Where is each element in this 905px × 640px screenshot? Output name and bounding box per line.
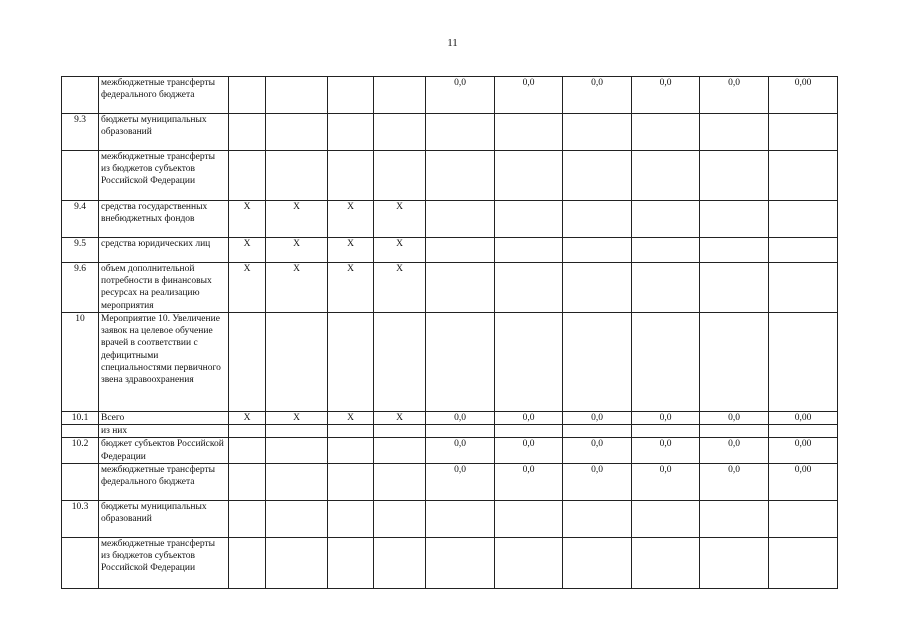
value-cell: [632, 537, 700, 588]
code-cell: [266, 500, 328, 537]
value-cell: [426, 537, 495, 588]
value-cell: [769, 238, 838, 263]
value-cell: [769, 151, 838, 201]
value-cell: [632, 500, 700, 537]
value-cell: 0,0: [563, 77, 632, 114]
value-cell: [426, 313, 495, 412]
value-cell: 0,00: [769, 412, 838, 425]
row-label: Мероприятие 10. Увеличение заявок на целевое обучение врачей в соответствии с дефицитными специальностями первичного звена здравоохранения: [99, 313, 229, 412]
code-cell: [328, 537, 374, 588]
code-cell: [328, 313, 374, 412]
row-number: 10.2: [62, 438, 99, 463]
table-row: [62, 77, 838, 114]
code-cell: X: [266, 238, 328, 263]
value-cell: [769, 537, 838, 588]
value-cell: 0,0: [700, 463, 769, 500]
value-cell: 0,0: [632, 463, 700, 500]
value-cell: [495, 425, 563, 438]
row-number: [62, 151, 99, 201]
row-number: 10: [62, 313, 99, 412]
value-cell: 0,0: [426, 438, 495, 463]
code-cell: [374, 463, 426, 500]
table-row: [62, 438, 838, 463]
value-cell: 0,0: [426, 77, 495, 114]
code-cell: X: [328, 263, 374, 313]
page-number: 11: [447, 37, 458, 49]
value-cell: [769, 313, 838, 412]
code-cell: [266, 77, 328, 114]
table-row: [62, 114, 838, 151]
value-cell: [495, 537, 563, 588]
value-cell: 0,0: [495, 412, 563, 425]
code-cell: [229, 77, 266, 114]
code-cell: [328, 463, 374, 500]
table-row: [62, 263, 838, 313]
row-label: межбюджетные трансферты федерального бюджета: [99, 463, 229, 500]
value-cell: 0,0: [700, 438, 769, 463]
code-cell: [374, 500, 426, 537]
code-cell: X: [266, 201, 328, 238]
code-cell: [229, 463, 266, 500]
code-cell: [229, 313, 266, 412]
value-cell: [563, 500, 632, 537]
row-number: 9.4: [62, 201, 99, 238]
row-label: Всего: [99, 412, 229, 425]
value-cell: [426, 114, 495, 151]
code-cell: [266, 313, 328, 412]
code-cell: [229, 537, 266, 588]
value-cell: [769, 500, 838, 537]
row-number: [62, 463, 99, 500]
row-number: [62, 77, 99, 114]
code-cell: [374, 537, 426, 588]
code-cell: X: [374, 201, 426, 238]
value-cell: [632, 238, 700, 263]
code-cell: [328, 77, 374, 114]
value-cell: [700, 238, 769, 263]
value-cell: 0,0: [700, 412, 769, 425]
value-cell: 0,00: [769, 77, 838, 114]
value-cell: [563, 313, 632, 412]
row-number: 10.3: [62, 500, 99, 537]
value-cell: [563, 425, 632, 438]
value-cell: 0,0: [563, 412, 632, 425]
value-cell: 0,0: [563, 463, 632, 500]
code-cell: [374, 425, 426, 438]
value-cell: 0,00: [769, 463, 838, 500]
value-cell: [426, 425, 495, 438]
code-cell: X: [229, 412, 266, 425]
value-cell: 0,0: [495, 463, 563, 500]
value-cell: [632, 114, 700, 151]
code-cell: [266, 463, 328, 500]
code-cell: [266, 114, 328, 151]
value-cell: 0,0: [495, 438, 563, 463]
code-cell: [374, 438, 426, 463]
value-cell: [426, 500, 495, 537]
code-cell: [266, 438, 328, 463]
value-cell: [700, 313, 769, 412]
value-cell: 0,0: [563, 438, 632, 463]
table-row: [62, 201, 838, 238]
value-cell: [563, 114, 632, 151]
code-cell: [229, 500, 266, 537]
code-cell: [374, 151, 426, 201]
value-cell: 0,0: [426, 463, 495, 500]
value-cell: [700, 201, 769, 238]
row-label: средства государственных внебюджетных фондов: [99, 201, 229, 238]
code-cell: [266, 425, 328, 438]
code-cell: [229, 438, 266, 463]
value-cell: [495, 313, 563, 412]
value-cell: [495, 151, 563, 201]
code-cell: X: [266, 263, 328, 313]
code-cell: X: [229, 238, 266, 263]
code-cell: [229, 425, 266, 438]
row-label: межбюджетные трансферты из бюджетов субъектов Российской Федерации: [99, 537, 229, 588]
value-cell: [563, 238, 632, 263]
value-cell: [495, 201, 563, 238]
row-label: средства юридических лиц: [99, 238, 229, 263]
value-cell: [495, 238, 563, 263]
code-cell: X: [229, 263, 266, 313]
table-row: [62, 537, 838, 588]
value-cell: [563, 151, 632, 201]
row-label: объем дополнительной потребности в финансовых ресурсах на реализацию мероприятия: [99, 263, 229, 313]
row-label: межбюджетные трансферты федерального бюджета: [99, 77, 229, 114]
value-cell: [426, 151, 495, 201]
code-cell: [266, 537, 328, 588]
value-cell: [426, 263, 495, 313]
code-cell: [266, 151, 328, 201]
value-cell: [632, 263, 700, 313]
code-cell: X: [328, 201, 374, 238]
value-cell: [495, 114, 563, 151]
value-cell: [495, 500, 563, 537]
value-cell: [700, 151, 769, 201]
table-row: [62, 500, 838, 537]
row-number: [62, 537, 99, 588]
value-cell: [769, 114, 838, 151]
code-cell: X: [229, 201, 266, 238]
value-cell: [563, 537, 632, 588]
code-cell: [374, 77, 426, 114]
row-label: из них: [99, 425, 229, 438]
row-label: бюджет субъектов Российской Федерации: [99, 438, 229, 463]
table-row: [62, 313, 838, 412]
value-cell: 0,0: [632, 77, 700, 114]
value-cell: [632, 425, 700, 438]
value-cell: [769, 201, 838, 238]
table-row: [62, 238, 838, 263]
value-cell: [769, 425, 838, 438]
code-cell: [328, 438, 374, 463]
value-cell: [700, 537, 769, 588]
value-cell: [563, 201, 632, 238]
code-cell: [328, 500, 374, 537]
code-cell: [328, 114, 374, 151]
financing-table: [61, 76, 838, 589]
code-cell: X: [328, 412, 374, 425]
code-cell: X: [374, 412, 426, 425]
code-cell: [229, 151, 266, 201]
value-cell: [495, 263, 563, 313]
row-label: межбюджетные трансферты из бюджетов субъектов Российской Федерации: [99, 151, 229, 201]
value-cell: [426, 201, 495, 238]
value-cell: 0,0: [495, 77, 563, 114]
code-cell: [229, 114, 266, 151]
code-cell: X: [374, 263, 426, 313]
table-row: [62, 463, 838, 500]
value-cell: [769, 263, 838, 313]
row-label: бюджеты муниципальных образований: [99, 500, 229, 537]
row-label: бюджеты муниципальных образований: [99, 114, 229, 151]
value-cell: 0,00: [769, 438, 838, 463]
table-row: [62, 151, 838, 201]
row-number: 10.1: [62, 412, 99, 425]
row-number: 9.5: [62, 238, 99, 263]
code-cell: X: [328, 238, 374, 263]
table-row: [62, 425, 838, 438]
value-cell: [700, 500, 769, 537]
code-cell: X: [266, 412, 328, 425]
code-cell: [374, 114, 426, 151]
table-row: [62, 412, 838, 425]
value-cell: [700, 425, 769, 438]
code-cell: [328, 425, 374, 438]
value-cell: 0,0: [632, 438, 700, 463]
value-cell: 0,0: [632, 412, 700, 425]
code-cell: X: [374, 238, 426, 263]
code-cell: [374, 313, 426, 412]
value-cell: [426, 238, 495, 263]
code-cell: [328, 151, 374, 201]
value-cell: [632, 151, 700, 201]
value-cell: 0,0: [426, 412, 495, 425]
row-number: [62, 425, 99, 438]
row-number: 9.3: [62, 114, 99, 151]
row-number: 9.6: [62, 263, 99, 313]
value-cell: [563, 263, 632, 313]
value-cell: [632, 201, 700, 238]
value-cell: [700, 263, 769, 313]
value-cell: 0,0: [700, 77, 769, 114]
value-cell: [700, 114, 769, 151]
value-cell: [632, 313, 700, 412]
